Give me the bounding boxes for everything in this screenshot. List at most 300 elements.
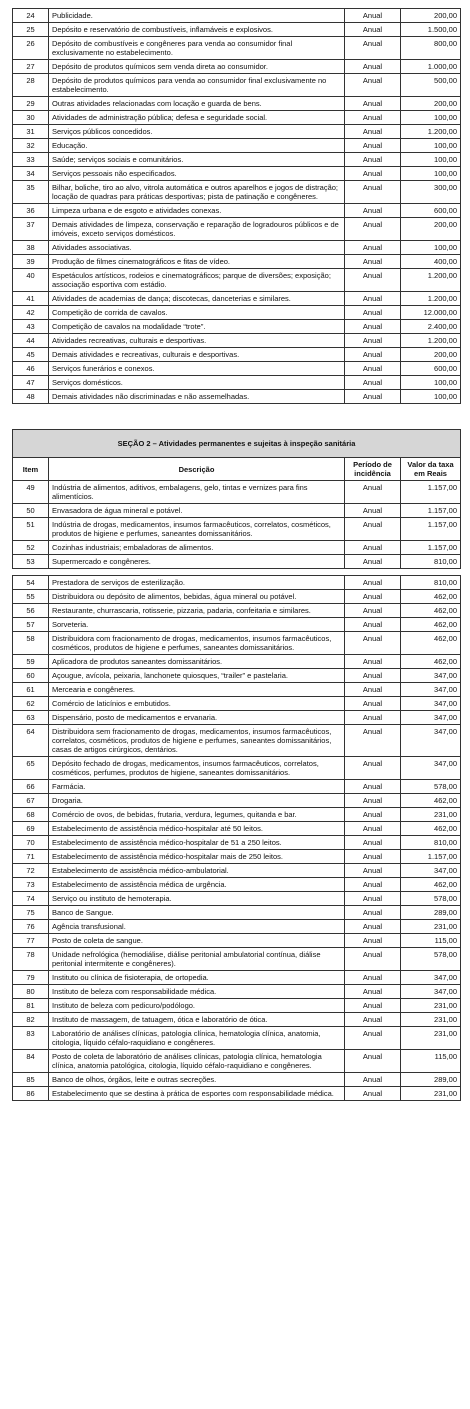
row-period: Anual — [345, 1027, 401, 1050]
row-description: Serviço ou instituto de hemoterapia. — [49, 892, 345, 906]
row-period: Anual — [345, 985, 401, 999]
row-period: Anual — [345, 348, 401, 362]
row-period: Anual — [345, 241, 401, 255]
table-row — [13, 555, 461, 569]
row-period: Anual — [345, 999, 401, 1013]
row-fee-value: 1.157,00 — [401, 850, 461, 864]
table-row — [13, 60, 461, 74]
row-period: Anual — [345, 292, 401, 306]
column-header-period: Período de incidência — [345, 458, 401, 481]
row-item-number: 44 — [13, 334, 49, 348]
row-description: Instituto de beleza com responsabilidade médica. — [49, 985, 345, 999]
table-row — [13, 934, 461, 948]
row-period: Anual — [345, 320, 401, 334]
row-period: Anual — [345, 934, 401, 948]
row-fee-value: 231,00 — [401, 920, 461, 934]
row-item-number: 43 — [13, 320, 49, 334]
row-period: Anual — [345, 757, 401, 780]
row-item-number: 83 — [13, 1027, 49, 1050]
table-row — [13, 241, 461, 255]
row-description: Sorveteria. — [49, 618, 345, 632]
table-row — [13, 153, 461, 167]
row-fee-value: 1.000,00 — [401, 60, 461, 74]
table-row — [13, 23, 461, 37]
table-row — [13, 204, 461, 218]
row-description: Demais atividades e recreativas, culturais e desportivas. — [49, 348, 345, 362]
row-fee-value: 100,00 — [401, 139, 461, 153]
row-fee-value: 1.200,00 — [401, 125, 461, 139]
row-period: Anual — [345, 555, 401, 569]
table-row — [13, 808, 461, 822]
row-description: Demais atividades de limpeza, conservação e reparação de logradouros públicos e de imóveis, exceto serviços domésticos. — [49, 218, 345, 241]
table-row — [13, 878, 461, 892]
table-row — [13, 125, 461, 139]
row-fee-value: 462,00 — [401, 632, 461, 655]
row-period: Anual — [345, 780, 401, 794]
row-description: Unidade nefrológica (hemodiálise, diálise peritonial ambulatorial contínua, diálise peritonial intermitente e congêneres). — [49, 948, 345, 971]
row-period: Anual — [345, 60, 401, 74]
row-period: Anual — [345, 306, 401, 320]
row-description: Competição de cavalos na modalidade “trote”. — [49, 320, 345, 334]
row-item-number: 78 — [13, 948, 49, 971]
row-item-number: 53 — [13, 555, 49, 569]
row-item-number: 52 — [13, 541, 49, 555]
row-fee-value: 347,00 — [401, 864, 461, 878]
fee-table-section2-continued — [12, 575, 461, 1101]
fee-table-part1-body — [13, 9, 461, 404]
row-item-number: 42 — [13, 306, 49, 320]
row-fee-value: 100,00 — [401, 153, 461, 167]
row-period: Anual — [345, 139, 401, 153]
row-period: Anual — [345, 604, 401, 618]
row-description: Farmácia. — [49, 780, 345, 794]
row-description: Posto de coleta de sangue. — [49, 934, 345, 948]
row-period: Anual — [345, 632, 401, 655]
row-description: Depósito e reservatório de combustíveis, inflamáveis e explosivos. — [49, 23, 345, 37]
table-row — [13, 906, 461, 920]
row-item-number: 47 — [13, 376, 49, 390]
row-period: Anual — [345, 390, 401, 404]
row-description: Saúde; serviços sociais e comunitários. — [49, 153, 345, 167]
row-fee-value: 289,00 — [401, 1073, 461, 1087]
row-period: Anual — [345, 481, 401, 504]
table-row — [13, 390, 461, 404]
table-row — [13, 971, 461, 985]
row-period: Anual — [345, 111, 401, 125]
row-period: Anual — [345, 269, 401, 292]
row-item-number: 58 — [13, 632, 49, 655]
row-item-number: 50 — [13, 504, 49, 518]
row-description: Atividades associativas. — [49, 241, 345, 255]
table-row — [13, 541, 461, 555]
table-row — [13, 218, 461, 241]
row-description: Comércio de ovos, de bebidas, frutaria, verdura, legumes, quitanda e bar. — [49, 808, 345, 822]
row-period: Anual — [345, 125, 401, 139]
row-fee-value: 1.157,00 — [401, 481, 461, 504]
row-description: Restaurante, churrascaria, rotisserie, pizzaria, padaria, confeitaria e similares. — [49, 604, 345, 618]
row-item-number: 67 — [13, 794, 49, 808]
row-item-number: 65 — [13, 757, 49, 780]
table-row — [13, 822, 461, 836]
table-row — [13, 725, 461, 757]
row-description: Publicidade. — [49, 9, 345, 23]
row-description: Espetáculos artísticos, rodeios e cinematográficos; parque de diversões; exposição; associação esportiva com estádio. — [49, 269, 345, 292]
row-fee-value: 810,00 — [401, 555, 461, 569]
row-description: Envasadora de água mineral e potável. — [49, 504, 345, 518]
row-description: Atividades recreativas, culturais e desportivas. — [49, 334, 345, 348]
row-fee-value: 462,00 — [401, 604, 461, 618]
row-period: Anual — [345, 878, 401, 892]
row-period: Anual — [345, 822, 401, 836]
table-row — [13, 1087, 461, 1101]
row-description: Distribuidora sem fracionamento de drogas, medicamentos, insumos farmacêuticos, correlatos, cosméticos, produtos de higiene e perfumes, saneantes domissanitários, casas de artigos cirúrgicos, dentários. — [49, 725, 345, 757]
row-description: Limpeza urbana e de esgoto e atividades conexas. — [49, 204, 345, 218]
row-fee-value: 578,00 — [401, 948, 461, 971]
row-period: Anual — [345, 590, 401, 604]
row-description: Depósito de produtos químicos para venda ao consumidor final exclusivamente no estabelecimento. — [49, 74, 345, 97]
row-item-number: 63 — [13, 711, 49, 725]
row-item-number: 31 — [13, 125, 49, 139]
row-fee-value: 200,00 — [401, 9, 461, 23]
section-title: SEÇÃO 2 – Atividades permanentes e sujeitas à inspeção sanitária — [13, 430, 461, 458]
row-item-number: 26 — [13, 37, 49, 60]
table-row — [13, 306, 461, 320]
table-row — [13, 985, 461, 999]
table-row — [13, 292, 461, 306]
table-row — [13, 697, 461, 711]
row-description: Instituto de beleza com pedicuro/podólogo. — [49, 999, 345, 1013]
row-item-number: 69 — [13, 822, 49, 836]
row-description: Laboratório de análises clínicas, patologia clínica, hematologia clínica, anatomia, citologia, líquido céfalo-raquidiano e congêneres. — [49, 1027, 345, 1050]
row-fee-value: 347,00 — [401, 985, 461, 999]
row-description: Estabelecimento de assistência médico-hospitalar de 51 a 250 leitos. — [49, 836, 345, 850]
row-description: Estabelecimento de assistência médico-hospitalar mais de 250 leitos. — [49, 850, 345, 864]
row-item-number: 54 — [13, 576, 49, 590]
row-period: Anual — [345, 23, 401, 37]
table-row — [13, 655, 461, 669]
row-fee-value: 231,00 — [401, 1027, 461, 1050]
table-row — [13, 255, 461, 269]
row-description: Depósito de combustíveis e congêneres para venda ao consumidor final exclusivamente no estabelecimento. — [49, 37, 345, 60]
row-fee-value: 462,00 — [401, 794, 461, 808]
row-fee-value: 231,00 — [401, 1087, 461, 1101]
column-header-value: Valor da taxa em Reais — [401, 458, 461, 481]
row-description: Competição de corrida de cavalos. — [49, 306, 345, 320]
table-row — [13, 864, 461, 878]
row-description: Outras atividades relacionadas com locação e guarda de bens. — [49, 97, 345, 111]
row-period: Anual — [345, 37, 401, 60]
row-period: Anual — [345, 864, 401, 878]
row-item-number: 24 — [13, 9, 49, 23]
row-period: Anual — [345, 1073, 401, 1087]
row-fee-value: 1.200,00 — [401, 269, 461, 292]
row-item-number: 45 — [13, 348, 49, 362]
table-row — [13, 481, 461, 504]
row-fee-value: 462,00 — [401, 822, 461, 836]
row-period: Anual — [345, 153, 401, 167]
row-fee-value: 200,00 — [401, 218, 461, 241]
table-row — [13, 334, 461, 348]
table-row — [13, 1050, 461, 1073]
row-fee-value: 800,00 — [401, 37, 461, 60]
row-item-number: 84 — [13, 1050, 49, 1073]
row-item-number: 82 — [13, 1013, 49, 1027]
table-row — [13, 999, 461, 1013]
row-period: Anual — [345, 9, 401, 23]
fee-table-section2-body-a — [13, 481, 461, 569]
table-row — [13, 139, 461, 153]
row-fee-value: 100,00 — [401, 167, 461, 181]
row-fee-value: 100,00 — [401, 241, 461, 255]
row-item-number: 35 — [13, 181, 49, 204]
table-row — [13, 1013, 461, 1027]
row-description: Atividades de administração pública; defesa e seguridade social. — [49, 111, 345, 125]
row-item-number: 51 — [13, 518, 49, 541]
row-item-number: 74 — [13, 892, 49, 906]
table-row — [13, 892, 461, 906]
row-fee-value: 347,00 — [401, 757, 461, 780]
row-item-number: 32 — [13, 139, 49, 153]
row-period: Anual — [345, 850, 401, 864]
document-page — [12, 8, 460, 1101]
row-fee-value: 578,00 — [401, 780, 461, 794]
row-description: Drogaria. — [49, 794, 345, 808]
row-fee-value: 231,00 — [401, 999, 461, 1013]
row-period: Anual — [345, 576, 401, 590]
row-period: Anual — [345, 836, 401, 850]
row-description: Estabelecimento de assistência médica de urgência. — [49, 878, 345, 892]
row-period: Anual — [345, 362, 401, 376]
row-description: Demais atividades não discriminadas e não assemelhadas. — [49, 390, 345, 404]
row-period: Anual — [345, 683, 401, 697]
row-fee-value: 1.157,00 — [401, 541, 461, 555]
row-description: Açougue, avícola, peixaria, lanchonete quiosques, “trailer” e pastelaria. — [49, 669, 345, 683]
row-description: Dispensário, posto de medicamentos e ervanaria. — [49, 711, 345, 725]
table-row — [13, 920, 461, 934]
table-row — [13, 711, 461, 725]
row-period: Anual — [345, 518, 401, 541]
row-item-number: 64 — [13, 725, 49, 757]
row-fee-value: 500,00 — [401, 74, 461, 97]
row-fee-value: 115,00 — [401, 1050, 461, 1073]
row-description: Banco de olhos, órgãos, leite e outras secreções. — [49, 1073, 345, 1087]
table-row — [13, 376, 461, 390]
row-description: Serviços domésticos. — [49, 376, 345, 390]
row-description: Bilhar, boliche, tiro ao alvo, vitrola automática e outros aparelhos e jogos de distração; locação de quadras para práticas desportivas; pista de patinação e congêneres. — [49, 181, 345, 204]
table-row — [13, 167, 461, 181]
row-item-number: 70 — [13, 836, 49, 850]
row-description: Serviços públicos concedidos. — [49, 125, 345, 139]
row-fee-value: 810,00 — [401, 576, 461, 590]
row-item-number: 62 — [13, 697, 49, 711]
row-fee-value: 1.200,00 — [401, 292, 461, 306]
table-row — [13, 97, 461, 111]
row-fee-value: 810,00 — [401, 836, 461, 850]
row-fee-value: 462,00 — [401, 878, 461, 892]
row-period: Anual — [345, 697, 401, 711]
row-description: Serviços funerários e conexos. — [49, 362, 345, 376]
row-description: Comércio de laticínios e embutidos. — [49, 697, 345, 711]
table-row — [13, 518, 461, 541]
fee-table-part1 — [12, 8, 461, 404]
column-header-description: Descrição — [49, 458, 345, 481]
row-description: Estabelecimento de assistência médico-ambulatorial. — [49, 864, 345, 878]
table-row — [13, 269, 461, 292]
table-row — [13, 576, 461, 590]
row-item-number: 79 — [13, 971, 49, 985]
row-fee-value: 1.200,00 — [401, 334, 461, 348]
table-row — [13, 9, 461, 23]
table-row — [13, 348, 461, 362]
row-period: Anual — [345, 711, 401, 725]
row-item-number: 39 — [13, 255, 49, 269]
table-row — [13, 37, 461, 60]
row-item-number: 86 — [13, 1087, 49, 1101]
table-row — [13, 1073, 461, 1087]
row-item-number: 28 — [13, 74, 49, 97]
table-row — [13, 111, 461, 125]
row-fee-value: 100,00 — [401, 376, 461, 390]
table-row — [13, 669, 461, 683]
row-item-number: 36 — [13, 204, 49, 218]
row-description: Mercearia e congêneres. — [49, 683, 345, 697]
row-item-number: 71 — [13, 850, 49, 864]
row-item-number: 27 — [13, 60, 49, 74]
row-item-number: 37 — [13, 218, 49, 241]
row-fee-value: 462,00 — [401, 655, 461, 669]
row-item-number: 33 — [13, 153, 49, 167]
row-period: Anual — [345, 334, 401, 348]
column-header-row — [13, 458, 461, 481]
row-period: Anual — [345, 808, 401, 822]
row-item-number: 40 — [13, 269, 49, 292]
row-fee-value: 347,00 — [401, 711, 461, 725]
row-item-number: 49 — [13, 481, 49, 504]
row-fee-value: 300,00 — [401, 181, 461, 204]
table-row — [13, 948, 461, 971]
row-description: Produção de filmes cinematográficos e fitas de vídeo. — [49, 255, 345, 269]
row-fee-value: 347,00 — [401, 683, 461, 697]
row-fee-value: 12.000,00 — [401, 306, 461, 320]
row-period: Anual — [345, 655, 401, 669]
row-period: Anual — [345, 255, 401, 269]
row-item-number: 66 — [13, 780, 49, 794]
row-fee-value: 1.500,00 — [401, 23, 461, 37]
row-fee-value: 1.157,00 — [401, 518, 461, 541]
row-period: Anual — [345, 906, 401, 920]
row-item-number: 41 — [13, 292, 49, 306]
row-period: Anual — [345, 181, 401, 204]
table-row — [13, 632, 461, 655]
fee-table-section2-body-b — [13, 576, 461, 1101]
row-item-number: 72 — [13, 864, 49, 878]
row-fee-value: 289,00 — [401, 906, 461, 920]
row-description: Depósito fechado de drogas, medicamentos, insumos farmacêuticos, correlatos, cosméticos, perfumes, produtos de higiene, saneantes domissanitários. — [49, 757, 345, 780]
row-period: Anual — [345, 541, 401, 555]
row-fee-value: 347,00 — [401, 669, 461, 683]
table-row — [13, 181, 461, 204]
row-description: Instituto ou clínica de fisioterapia, de ortopedia. — [49, 971, 345, 985]
table-row — [13, 757, 461, 780]
row-description: Educação. — [49, 139, 345, 153]
row-description: Indústria de drogas, medicamentos, insumos farmacêuticos, correlatos, cosméticos, produtos de higiene e perfumes, saneantes domissanitários. — [49, 518, 345, 541]
table-row — [13, 1027, 461, 1050]
row-item-number: 59 — [13, 655, 49, 669]
row-item-number: 73 — [13, 878, 49, 892]
row-description: Agência transfusional. — [49, 920, 345, 934]
row-period: Anual — [345, 1050, 401, 1073]
row-period: Anual — [345, 1087, 401, 1101]
row-fee-value: 100,00 — [401, 390, 461, 404]
row-item-number: 81 — [13, 999, 49, 1013]
row-period: Anual — [345, 618, 401, 632]
row-description: Aplicadora de produtos saneantes domissanitários. — [49, 655, 345, 669]
row-period: Anual — [345, 920, 401, 934]
table-row — [13, 362, 461, 376]
row-period: Anual — [345, 218, 401, 241]
row-item-number: 56 — [13, 604, 49, 618]
row-item-number: 75 — [13, 906, 49, 920]
row-fee-value: 100,00 — [401, 111, 461, 125]
row-fee-value: 231,00 — [401, 808, 461, 822]
row-description: Distribuidora ou depósito de alimentos, bebidas, água mineral ou potável. — [49, 590, 345, 604]
fee-table-section2 — [12, 429, 461, 569]
section-gap — [12, 404, 460, 429]
table-row — [13, 74, 461, 97]
row-period: Anual — [345, 725, 401, 757]
row-fee-value: 200,00 — [401, 348, 461, 362]
row-period: Anual — [345, 167, 401, 181]
row-description: Depósito de produtos químicos sem venda direta ao consumidor. — [49, 60, 345, 74]
row-period: Anual — [345, 794, 401, 808]
row-period: Anual — [345, 948, 401, 971]
row-fee-value: 462,00 — [401, 618, 461, 632]
row-item-number: 57 — [13, 618, 49, 632]
table-row — [13, 604, 461, 618]
table-row — [13, 320, 461, 334]
row-item-number: 30 — [13, 111, 49, 125]
row-fee-value: 1.157,00 — [401, 504, 461, 518]
row-item-number: 85 — [13, 1073, 49, 1087]
column-header-item: Item — [13, 458, 49, 481]
table-row — [13, 504, 461, 518]
row-description: Supermercado e congêneres. — [49, 555, 345, 569]
row-description: Distribuidora com fracionamento de drogas, medicamentos, insumos farmacêuticos, cosméticos, produtos de higiene e perfumes, saneantes domissanitários. — [49, 632, 345, 655]
row-item-number: 77 — [13, 934, 49, 948]
row-description: Cozinhas industriais; embaladoras de alimentos. — [49, 541, 345, 555]
row-period: Anual — [345, 1013, 401, 1027]
section-title-row — [13, 430, 461, 458]
row-description: Indústria de alimentos, aditivos, embalagens, gelo, tintas e vernizes para fins alimentícios. — [49, 481, 345, 504]
row-item-number: 68 — [13, 808, 49, 822]
row-item-number: 76 — [13, 920, 49, 934]
table-row — [13, 590, 461, 604]
row-description: Serviços pessoais não especificados. — [49, 167, 345, 181]
row-item-number: 61 — [13, 683, 49, 697]
row-fee-value: 347,00 — [401, 971, 461, 985]
table-row — [13, 850, 461, 864]
row-item-number: 38 — [13, 241, 49, 255]
row-fee-value: 400,00 — [401, 255, 461, 269]
row-period: Anual — [345, 669, 401, 683]
row-fee-value: 200,00 — [401, 97, 461, 111]
row-period: Anual — [345, 971, 401, 985]
row-fee-value: 578,00 — [401, 892, 461, 906]
row-period: Anual — [345, 376, 401, 390]
row-item-number: 48 — [13, 390, 49, 404]
row-description: Estabelecimento que se destina à prática de esportes com responsabilidade médica. — [49, 1087, 345, 1101]
row-description: Instituto de massagem, de tatuagem, ótica e laboratório de ótica. — [49, 1013, 345, 1027]
